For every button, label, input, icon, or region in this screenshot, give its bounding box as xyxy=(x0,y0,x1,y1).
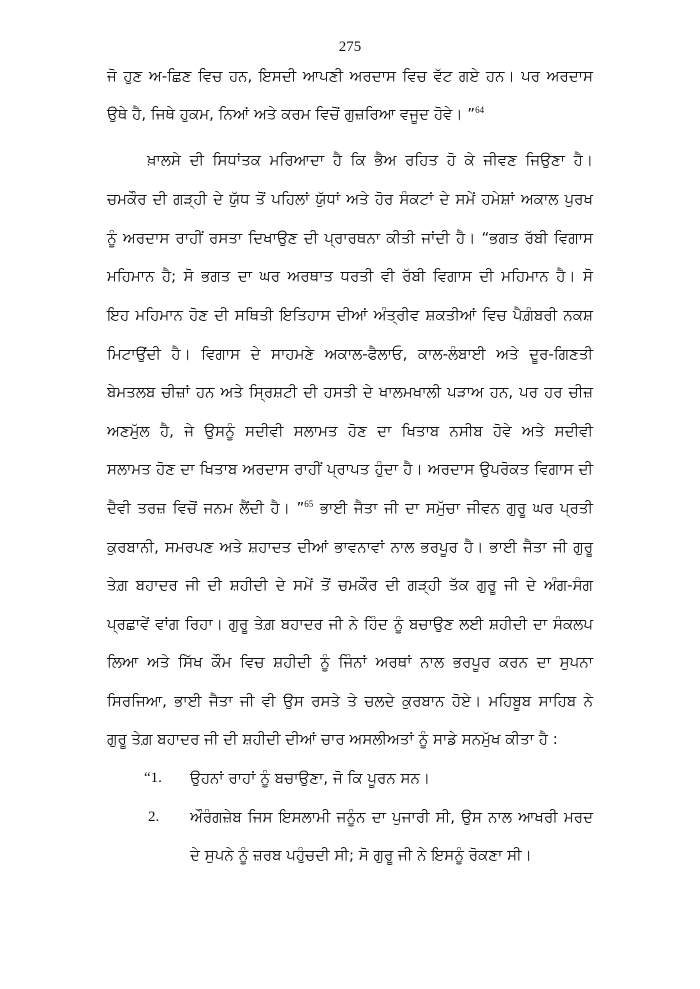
text-line-content: ਉਥੇ ਹੈ, ਜਿਥੇ ਹੁਕਮ, ਨਿਆਂ ਅਤੇ ਕਰਮ ਵਿਚੋਂ ਗੁਜ਼ਰਿਆ ਵਜੂਦ ਹੋਵੇ। ” xyxy=(107,105,476,123)
text-line: ਅਣਮੁੱਲ ਹੈ, ਜੇ ਉਸਨੂੰ ਸਦੀਵੀ ਸਲਾਮਤ ਹੋਣ ਦਾ ਖਿਤਾਬ ਨਸੀਬ ਹੋਵੇ ਅਤੇ ਸਦੀਵੀ xyxy=(107,422,593,440)
footnote-marker: 64 xyxy=(475,105,485,115)
list-item xyxy=(140,805,593,829)
text-line: ਪ੍ਰਛਾਵੇਂ ਵਾਂਗ ਰਿਹਾ। ਗੁਰੂ ਤੇਗ਼ ਬਹਾਦਰ ਜੀ ਨੇ ਹਿੰਦ ਨੂੰ ਬਚਾਉਣ ਲਈ ਸ਼ਹੀਦੀ ਦਾ ਸੰਕਲਪ xyxy=(107,615,593,633)
text-line xyxy=(107,102,593,126)
text-line: ਕੁਰਬਾਨੀ, ਸਮਰਪਣ ਅਤੇ ਸ਼ਹਾਦਤ ਦੀਆਂ ਭਾਵਨਾਵਾਂ ਨਾਲ ਭਰਪੂਰ ਹੈ। ਭਾਈ ਜੈਤਾ ਜੀ ਗੁਰੂ xyxy=(107,538,593,556)
page-number: 275 xyxy=(338,39,362,55)
text-line-content: ਭਾਈ ਜੈਤਾ ਜੀ ਦਾ ਸਮੁੱਚਾ ਜੀਵਨ ਗੁਰੂ ਘਰ ਪ੍ਰਤੀ xyxy=(319,499,593,517)
text-line-indented: ਖ਼ਾਲਸੇ ਦੀ ਸਿਧਾਂਤਕ ਮਰਿਆਦਾ ਹੈ ਕਿ ਭੈਅ ਰਹਿਤ ਹੋ ਕੇ ਜੀਵਣ ਜਿਉਣਾ ਹੈ। xyxy=(147,151,593,169)
list-item-number: “1. xyxy=(144,770,162,786)
text-line: ਇਹ ਮਹਿਮਾਨ ਹੋਣ ਦੀ ਸਥਿਤੀ ਇਤਿਹਾਸ ਦੀਆਂ ਅੰਤ੍ਰੀਵ ਸ਼ਕਤੀਆਂ ਵਿਚ ਪੈਗ਼ੰਬਰੀ ਨਕਸ਼ xyxy=(107,306,593,324)
list-item-text: ਔਰੰਗਜ਼ੇਬ ਜਿਸ ਇਸਲਾਮੀ ਜਨੂੰਨ ਦਾ ਪੁਜਾਰੀ ਸੀ, ਉਸ ਨਾਲ ਆਖਰੀ ਮਰਦ xyxy=(190,808,593,826)
text-line: ਬੇਮਤਲਬ ਚੀਜ਼ਾਂ ਹਨ ਅਤੇ ਸ੍ਰਿਸ਼ਟੀ ਦੀ ਹਸਤੀ ਦੇ ਖਾਲਮਖਾਲੀ ਪੜਾਅ ਹਨ, ਪਰ ਹਰ ਚੀਜ਼ xyxy=(107,383,593,401)
text-line: ਜੋ ਹੁਣ ਅ-ਛਿਣ ਵਿਚ ਹਨ, ਇਸਦੀ ਆਪਣੀ ਅਰਦਾਸ ਵਿਚ ਵੱਟ ਗਏ ਹਨ। ਪਰ ਅਰਦਾਸ xyxy=(107,67,593,85)
text-line: ਮਿਟਾਉਂਦੀ ਹੈ। ਵਿਗਾਸ ਦੇ ਸਾਹਮਣੇ ਅਕਾਲ-ਫੈਲਾਓ, ਕਾਲ-ਲੰਬਾਈ ਅਤੇ ਦੂਰ-ਗਿਣਤੀ xyxy=(107,345,593,363)
list-item-number: 2. xyxy=(148,809,160,825)
text-line xyxy=(107,496,593,520)
list-item xyxy=(140,766,593,790)
text-line: ਤੇਗ਼ ਬਹਾਦਰ ਜੀ ਦੀ ਸ਼ਹੀਦੀ ਦੇ ਸਮੇਂ ਤੋਂ ਚਮਕੌਰ ਦੀ ਗੜ੍ਹੀ ਤੱਕ ਗੁਰੂ ਜੀ ਦੇ ਅੰਗ-ਸੰਗ xyxy=(107,576,593,594)
list-item-continuation xyxy=(140,843,593,867)
open-quote: “ xyxy=(144,770,151,786)
footnote-marker: 65 xyxy=(304,499,314,509)
list-item-text: ਉਹਨਾਂ ਰਾਹਾਂ ਨੂੰ ਬਚਾਉਣਾ, ਜੋ ਕਿ ਪੂਰਨ ਸਨ। xyxy=(190,769,430,787)
list-item-text: ਦੇ ਸੁਪਨੇ ਨੂੰ ਜ਼ਰਬ ਪਹੁੰਚਦੀ ਸੀ; ਸੋ ਗੁਰੂ ਜੀ ਨੇ ਇਸਨੂੰ ਰੋਕਣਾ ਸੀ। xyxy=(190,846,532,864)
text-line: ਸਿਰਜਿਆ, ਭਾਈ ਜੈਤਾ ਜੀ ਵੀ ਉਸ ਰਸਤੇ ਤੇ ਚਲਦੇ ਕੁਰਬਾਨ ਹੋਏ। ਮਹਿਬੂਬ ਸਾਹਿਬ ਨੇ xyxy=(107,692,593,710)
text-line: ਚਮਕੌਰ ਦੀ ਗੜ੍ਹੀ ਦੇ ਯੁੱਧ ਤੋਂ ਪਹਿਲਾਂ ਯੁੱਧਾਂ ਅਤੇ ਹੋਰ ਸੰਕਟਾਂ ਦੇ ਸਮੇਂ ਹਮੇਸ਼ਾਂ ਅਕਾਲ ਪੁਰਖ xyxy=(107,190,593,208)
text-line: ਸਲਾਮਤ ਹੋਣ ਦਾ ਖਿਤਾਬ ਅਰਦਾਸ ਰਾਹੀਂ ਪ੍ਰਾਪਤ ਹੁੰਦਾ ਹੈ। ਅਰਦਾਸ ਉਪਰੋਕਤ ਵਿਗਾਸ ਦੀ xyxy=(107,460,593,478)
text-line: ਮਹਿਮਾਨ ਹੈ; ਸੋ ਭਗਤ ਦਾ ਘਰ ਅਰਥਾਤ ਧਰਤੀ ਵੀ ਰੱਬੀ ਵਿਗਾਸ ਦੀ ਮਹਿਮਾਨ ਹੈ। ਸੋ xyxy=(107,267,593,285)
text-line: ਨੂੰ ਅਰਦਾਸ ਰਾਹੀਂ ਰਸਤਾ ਦਿਖਾਉਣ ਦੀ ਪ੍ਰਾਰਥਨਾ ਕੀਤੀ ਜਾਂਦੀ ਹੈ। “ਭਗਤ ਰੱਬੀ ਵਿਗਾਸ xyxy=(107,229,593,247)
text-line: ਲਿਆ ਅਤੇ ਸਿੱਖ ਕੌਮ ਵਿਚ ਸ਼ਹੀਦੀ ਨੂੰ ਜਿੰਨਾਂ ਅਰਥਾਂ ਨਾਲ ਭਰਪੂਰ ਕਰਨ ਦਾ ਸੁਪਨਾ xyxy=(107,653,593,671)
text-line: ਗੁਰੂ ਤੇਗ਼ ਬਹਾਦਰ ਜੀ ਦੀ ਸ਼ਹੀਦੀ ਦੀਆਂ ਚਾਰ ਅਸਲੀਅਤਾਂ ਨੂੰ ਸਾਡੇ ਸਨਮੁੱਖ ਕੀਤਾ ਹੈ : xyxy=(107,730,558,748)
text-line-content: ਦੈਵੀ ਤਰਜ਼ ਵਿਚੋਂ ਜਨਮ ਲੈਂਦੀ ਹੈ। ” xyxy=(107,499,305,517)
